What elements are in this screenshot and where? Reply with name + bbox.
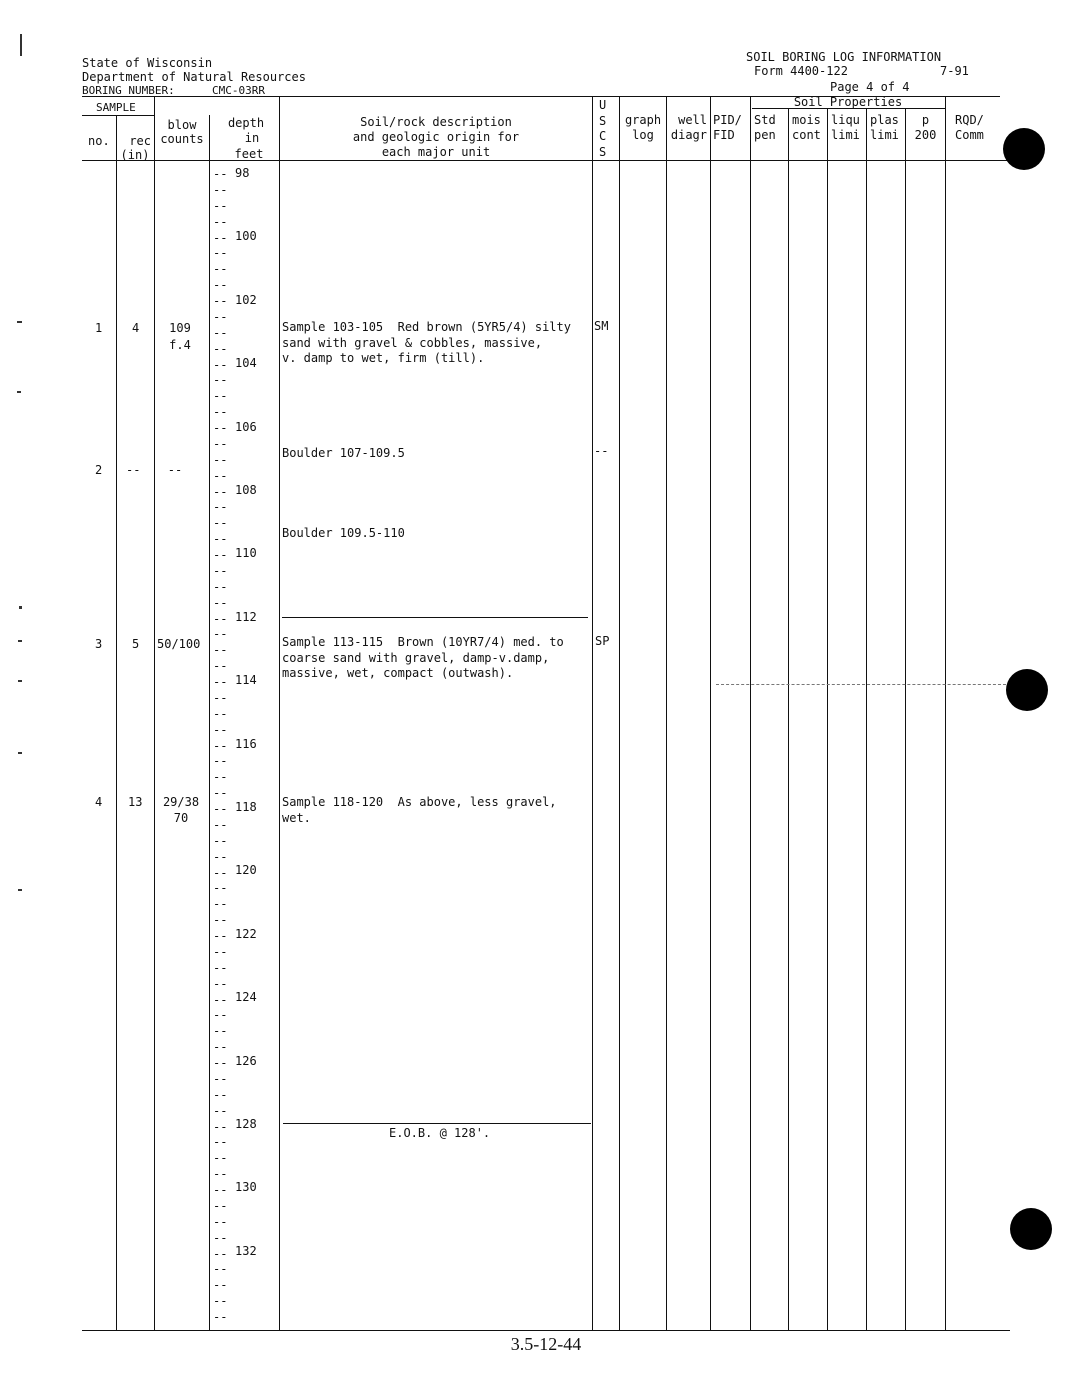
sample-group-header: SAMPLE	[96, 101, 136, 114]
depth-tick: --	[213, 754, 228, 769]
depth-tick: --	[213, 913, 228, 928]
depth-tick: --	[213, 182, 228, 197]
sample-group-rule	[82, 115, 154, 116]
depth-tick: --	[213, 389, 228, 404]
sample-blow-count: 29/38	[162, 795, 200, 809]
depth-tick: --	[213, 611, 228, 626]
depth-tick: --	[213, 1246, 228, 1261]
rqd-header-1: RQD/	[955, 113, 984, 127]
depth-tick: --	[213, 1294, 228, 1309]
description-header-2: and geologic origin for	[352, 130, 520, 144]
column-divider	[905, 108, 906, 1331]
description-header-1: Soil/rock description	[360, 115, 512, 129]
depth-tick: --	[213, 1151, 228, 1166]
column-divider	[116, 115, 117, 1331]
sample-number: 4	[95, 795, 103, 809]
sample-blow-count: 50/100	[157, 637, 201, 651]
depth-header-2: in	[244, 131, 260, 145]
boring-number-label: BORING NUMBER:	[82, 84, 175, 97]
depth-tick: --	[213, 1087, 228, 1102]
depth-tick: --	[213, 770, 228, 785]
rec-header-1: rec	[129, 134, 151, 148]
scan-speck	[19, 606, 22, 609]
depth-tick: --	[213, 532, 228, 547]
depth-tick: --	[213, 1135, 228, 1150]
column-divider	[209, 115, 210, 1331]
mois-header-2: cont	[792, 128, 821, 142]
column-divider	[750, 96, 751, 1331]
form-date: 7-91	[940, 64, 969, 78]
sample-blow-count: 109	[169, 321, 191, 335]
sample-number: 1	[95, 321, 103, 335]
depth-tick: --	[213, 230, 228, 245]
depth-tick: --	[213, 960, 228, 975]
well-header-1: well	[678, 113, 707, 127]
form-number: Form 4400-122	[754, 64, 848, 78]
depth-tick: --	[213, 1056, 228, 1070]
depth-tick: --	[213, 484, 228, 499]
uscs-header-1: U	[599, 98, 607, 112]
column-divider	[279, 96, 280, 1331]
depth-tick: --	[213, 881, 228, 896]
depth-tick: --	[213, 992, 228, 1007]
uscs-code: SM	[594, 319, 609, 333]
depth-label: 110	[235, 546, 257, 561]
sample-recovery: --	[126, 463, 141, 477]
liqu-header-1: liqu	[831, 113, 860, 127]
plas-header-2: limi	[870, 128, 899, 142]
depth-label: 120	[235, 863, 257, 878]
depth-label: 100	[235, 229, 257, 244]
binder-hole	[1006, 669, 1048, 711]
depth-tick: --	[213, 976, 228, 991]
end-of-boring: E.O.B. @ 128'.	[389, 1126, 491, 1140]
depth-label: 130	[235, 1180, 257, 1195]
description-header-3: each major unit	[381, 145, 491, 159]
column-divider	[592, 96, 593, 1331]
uscs-header-2: S	[599, 114, 607, 128]
rqd-header-2: Comm	[955, 128, 984, 142]
depth-tick: --	[213, 849, 228, 864]
depth-label: 132	[235, 1243, 257, 1258]
uscs-header-3: C	[599, 129, 607, 143]
depth-tick: --	[213, 675, 228, 689]
depth-tick: --	[213, 452, 228, 467]
faint-scan-line	[716, 684, 1006, 685]
sample-recovery: 13	[128, 795, 143, 809]
depth-tick: --	[213, 214, 228, 229]
soil-description: Boulder 109.5-110	[282, 526, 405, 540]
soil-description: Sample 103-105 Red brown (5YR5/4) silty sand with gravel & cobbles, massive, v. damp to wet, firm (till).	[282, 320, 571, 365]
blow-header-1: blow	[167, 118, 197, 132]
depth-tick: --	[213, 690, 228, 705]
unit-boundary-line	[282, 617, 588, 618]
depth-tick: --	[213, 373, 228, 388]
depth-tick: --	[213, 929, 228, 943]
page-number: Page 4 of 4	[830, 80, 910, 94]
soil-description: Boulder 107-109.5	[282, 446, 405, 460]
blow-header-2: counts	[160, 132, 204, 146]
binder-hole	[1010, 1208, 1052, 1250]
sample-number: 3	[95, 637, 103, 651]
depth-label: 104	[235, 356, 257, 371]
depth-tick: --	[213, 421, 228, 435]
well-header-2: diagr	[670, 128, 707, 142]
depth-tick: --	[213, 1198, 228, 1213]
uscs-header-4: S	[599, 145, 607, 159]
depth-tick: --	[213, 1071, 228, 1086]
binder-hole	[1003, 128, 1045, 170]
depth-tick: --	[213, 802, 228, 816]
depth-tick: --	[213, 1214, 228, 1229]
depth-tick: --	[213, 1278, 228, 1293]
column-divider	[666, 96, 667, 1331]
depth-tick: --	[213, 722, 228, 737]
depth-label: 108	[235, 483, 257, 497]
depth-tick: --	[213, 262, 228, 277]
depth-tick: --	[213, 1262, 228, 1277]
std-header-1: Std	[754, 113, 776, 127]
end-of-boring-line	[283, 1123, 591, 1124]
depth-tick: --	[213, 278, 228, 293]
depth-tick: --	[213, 1167, 228, 1182]
depth-tick: --	[213, 595, 228, 610]
p200-header-1: p	[921, 113, 930, 127]
table-bottom-rule	[82, 1330, 1010, 1331]
soil-description: Sample 113-115 Brown (10YR7/4) med. to coarse sand with gravel, damp-v.damp, massive, wet, compact (outwash).	[282, 635, 564, 680]
depth-label: 128	[235, 1117, 257, 1131]
plas-header-1: plas	[870, 113, 899, 127]
depth-tick: --	[213, 198, 228, 213]
scan-speck	[17, 321, 22, 323]
scan-speck	[18, 889, 22, 891]
depth-tick: --	[213, 1008, 228, 1023]
uscs-code: SP	[595, 634, 610, 648]
pid-header-2: FID	[713, 128, 735, 142]
scan-speck	[18, 680, 22, 682]
depth-tick: --	[213, 1183, 228, 1197]
depth-tick: --	[213, 944, 228, 959]
depth-tick: --	[213, 516, 228, 531]
depth-tick: --	[213, 817, 228, 832]
depth-tick: --	[213, 1040, 228, 1055]
uscs-code: --	[594, 444, 609, 458]
depth-label: 98	[235, 166, 250, 180]
depth-tick: --	[213, 500, 228, 515]
column-divider	[154, 96, 155, 1331]
depth-tick: --	[213, 1103, 228, 1118]
depth-tick: --	[213, 309, 228, 324]
depth-tick: --	[213, 325, 228, 340]
p200-header-2: 200	[914, 128, 937, 142]
depth-tick: --	[213, 405, 228, 420]
depth-tick: --	[213, 1230, 228, 1245]
sample-number: 2	[95, 463, 103, 477]
depth-header-3: feet	[234, 147, 264, 161]
depth-tick: --	[213, 1119, 228, 1134]
department-name: Department of Natural Resources	[82, 70, 306, 84]
sample-blow-count: --	[167, 463, 183, 477]
depth-tick: --	[213, 897, 228, 912]
graph-header-1: graph	[624, 113, 662, 127]
depth-tick: --	[213, 643, 228, 658]
column-divider	[619, 96, 620, 1331]
column-divider	[827, 108, 828, 1331]
rec-header-2: (in)	[120, 148, 150, 162]
sample-recovery: 4	[132, 321, 140, 335]
column-divider	[710, 96, 711, 1331]
boring-number-value: CMC-03RR	[212, 84, 265, 97]
depth-tick: --	[213, 548, 228, 562]
state-name: State of Wisconsin	[82, 56, 213, 70]
depth-label: 122	[235, 926, 257, 941]
pid-header-1: PID/	[713, 113, 742, 127]
depth-label: 126	[235, 1053, 257, 1068]
depth-tick: --	[213, 706, 228, 721]
depth-label: 124	[235, 990, 257, 1005]
depth-label: 106	[235, 419, 257, 434]
column-divider	[788, 108, 789, 1331]
depth-label: 102	[235, 292, 257, 307]
depth-label: 112	[235, 609, 257, 624]
scan-speck	[18, 640, 22, 642]
depth-tick: --	[213, 1024, 228, 1039]
soil-description: Sample 118-120 As above, less gravel, wet.	[282, 795, 557, 825]
depth-tick: --	[213, 357, 228, 372]
sample-no-header: no.	[88, 134, 110, 148]
scan-speck	[17, 391, 21, 393]
depth-tick: --	[213, 659, 228, 674]
scan-speck	[18, 752, 22, 754]
depth-tick: --	[213, 738, 228, 753]
form-title: SOIL BORING LOG INFORMATION	[746, 50, 942, 64]
liqu-header-2: limi	[831, 128, 860, 142]
scan-speck	[20, 34, 22, 56]
column-divider	[866, 108, 867, 1331]
depth-label: 118	[235, 800, 257, 814]
depth-tick: --	[213, 246, 228, 261]
depth-label: 116	[235, 736, 257, 751]
graph-header-2: log	[632, 128, 654, 142]
depth-header-1: depth	[227, 116, 265, 130]
depth-tick: --	[213, 468, 228, 483]
depth-tick: --	[213, 786, 228, 801]
std-header-2: pen	[754, 128, 776, 142]
depth-tick: --	[213, 865, 228, 880]
sample-blow-count-2: f.4	[169, 338, 191, 352]
soil-properties-header: Soil Properties	[793, 95, 903, 109]
depth-tick: --	[213, 579, 228, 594]
depth-tick: --	[213, 833, 228, 848]
sample-recovery: 5	[132, 637, 140, 651]
column-divider	[945, 96, 946, 1331]
depth-label: 114	[235, 673, 257, 688]
depth-tick: --	[213, 341, 228, 356]
depth-tick: --	[213, 436, 228, 451]
page-footer-number: 3.5-12-44	[510, 1334, 582, 1354]
depth-tick: --	[213, 627, 228, 642]
depth-tick: --	[213, 563, 228, 578]
depth-tick: --	[213, 294, 228, 308]
mois-header-1: mois	[792, 113, 821, 127]
depth-tick: --	[213, 167, 228, 181]
depth-tick: --	[213, 1310, 228, 1324]
sample-blow-count-2: 70	[173, 811, 189, 825]
